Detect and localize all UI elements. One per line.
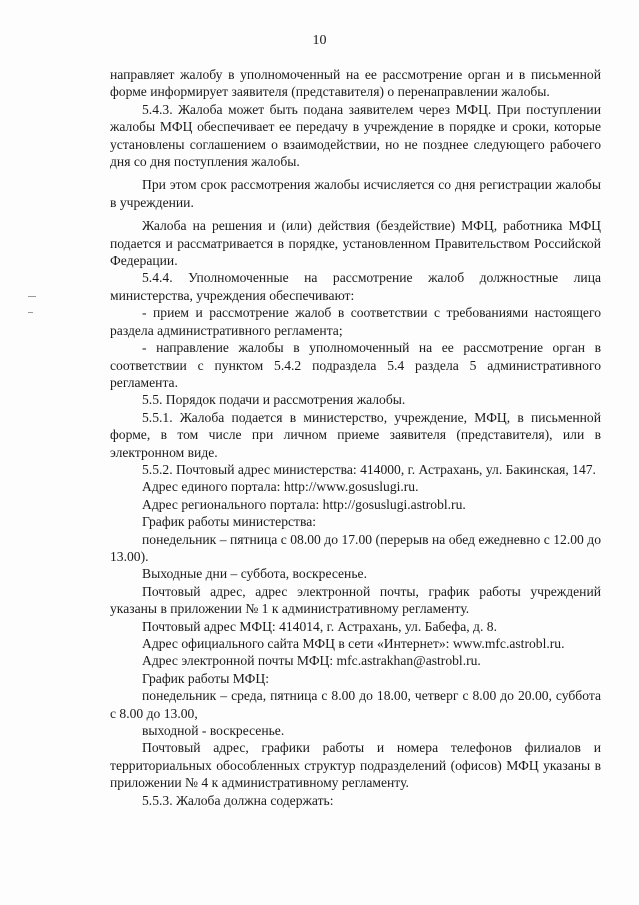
paragraph: 5.5.3. Жалоба должна содержать: bbox=[142, 792, 334, 808]
scan-artifact bbox=[28, 296, 36, 297]
ministry-schedule: понедельник – пятница с 08.00 до 17.00 (перерыв на обед ежедневно с 12.00 до 13.00). bbox=[110, 531, 601, 564]
mfc-postal-address: Почтовый адрес МФЦ: 414014, г. Астрахань, ул. Бабефа, д. 8. bbox=[142, 618, 497, 634]
mfc-schedule: понедельник – среда, пятница с 8.00 до 18.00, четверг с 8.00 до 20.00, суббота с 8.00 до 13.00, bbox=[110, 688, 601, 721]
days-off: Выходные дни – суббота, воскресенье. bbox=[142, 566, 367, 582]
paragraph: 5.5.2. Почтовый адрес министерства: 414000, г. Астрахань, ул. Бакинская, 147. bbox=[142, 461, 596, 477]
paragraph: 5.4.4. Уполномоченные на рассмотрение жалоб должностные лица министерства, учреждения обеспечивают: bbox=[110, 270, 601, 303]
regional-portal-address: Адрес регионального портала: http://gosuslugi.astrobl.ru. bbox=[142, 496, 466, 512]
list-item: - направление жалобы в уполномоченный на ее рассмотрение орган в соответствии с пунктом 5.4.2 подраздела 5.4 раздела 5 административного регламента. bbox=[110, 340, 601, 390]
paragraph: Жалоба на решения и (или) действия (бездействие) МФЦ, работника МФЦ подается и рассматривается в порядке, установленном Правительством Российской Федерации. bbox=[110, 218, 601, 269]
page-number: 10 bbox=[312, 33, 327, 48]
paragraph: 5.4.3. Жалоба может быть подана заявителем через МФЦ. При поступлении жалобы МФЦ обеспечивает ее передачу в учреждение в порядке и сроки, которые установлены соглашением о взаимодействии, но не позднее следующего рабочего дня со дня поступления жалобы. bbox=[110, 101, 601, 170]
mfc-email: Адрес электронной почты МФЦ: mfc.astrakhan@astrobl.ru. bbox=[142, 653, 481, 669]
paragraph: 5.5.1. Жалоба подается в министерство, учреждение, МФЦ, в письменной форме, в том числе при личном приеме заявителя (представителя), или в электронном виде. bbox=[110, 409, 601, 460]
mfc-website: Адрес официального сайта МФЦ в сети «Интернет»: www.mfc.astrobl.ru. bbox=[142, 636, 565, 651]
list-item: - прием и рассмотрение жалоб в соответствии с требованиями настоящего раздела административного регламента; bbox=[110, 305, 601, 338]
section-heading: 5.5. Порядок подачи и рассмотрения жалобы. bbox=[142, 392, 406, 408]
portal-address: Адрес единого портала: http://www.gosuslugi.ru. bbox=[142, 479, 419, 495]
mfc-day-off: выходной - воскресенье. bbox=[142, 723, 285, 739]
paragraph: При этом срок рассмотрения жалобы исчисляется со дня регистрации жалобы в учреждении. bbox=[110, 177, 601, 210]
mfc-schedule-heading: График работы МФЦ: bbox=[142, 670, 269, 686]
document-body bbox=[110, 66, 601, 809]
paragraph: Почтовый адрес, адрес электронной почты, график работы учреждений указаны в приложении № 1 к административному регламенту. bbox=[110, 583, 601, 617]
paragraph: направляет жалобу в уполномоченный на ее рассмотрение орган и в письменной форме информирует заявителя (представителя) о перенаправлении жалобы. bbox=[110, 67, 601, 100]
scan-artifact bbox=[28, 312, 33, 313]
ministry-schedule-heading: График работы министерства: bbox=[142, 514, 317, 530]
paragraph: Почтовый адрес, графики работы и номера телефонов филиалов и территориальных обособленных структур подразделений (офисов) МФЦ указаны в приложении № 4 к административному регламенту. bbox=[110, 740, 601, 791]
